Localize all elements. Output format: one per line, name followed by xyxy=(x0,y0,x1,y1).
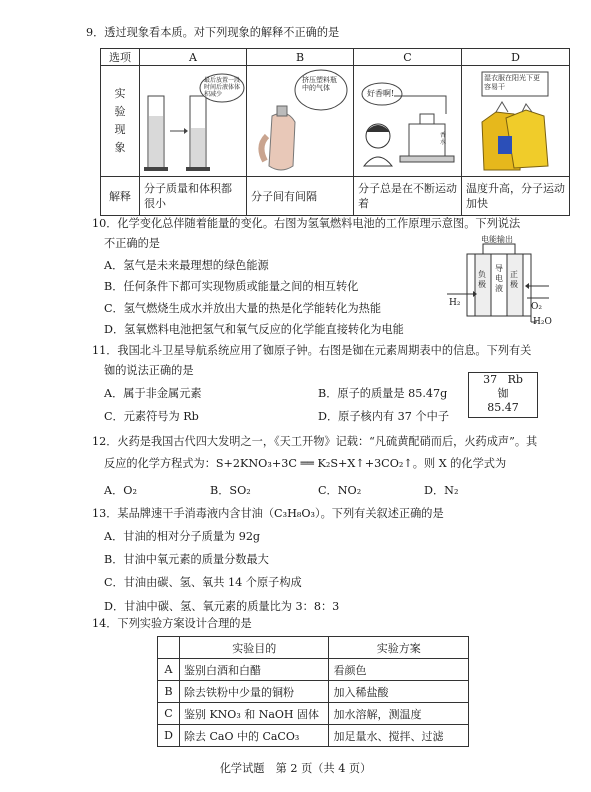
q14-row-d-purpose: 除去 CaO 中的 CaCO₃ xyxy=(179,725,329,747)
q11-option-a: A．属于非金属元素 xyxy=(104,387,202,400)
fuel-cell-positive-label: 正极 xyxy=(510,270,518,289)
fuel-cell-electrolyte-label: 导电液 xyxy=(495,264,503,293)
q10-option-c: C．氢气燃烧生成水并放出大量的热是化学能转化为热能 xyxy=(104,302,382,315)
q10-stem-line2: 不正确的是 xyxy=(104,237,160,250)
q9-image-a xyxy=(140,66,247,177)
q9-row-label-phenomenon: 实验现象 xyxy=(101,66,140,177)
q11-stem-line1: 11．我国北斗卫星导航系统应用了铷原子钟。右图是铷在元素周期表中的信息。下列有关 xyxy=(92,344,532,357)
fuel-cell-h2o-label: H₂O xyxy=(533,317,552,327)
q14-table xyxy=(157,636,469,747)
q9-explanation-d: 温度升高，分子运动加快 xyxy=(462,177,570,216)
q9-explanation-a: 分子质量和体积都很小 xyxy=(140,177,247,216)
q14-row-a-letter: A xyxy=(158,659,180,681)
fuel-cell-o2-label: O₂ xyxy=(531,302,542,312)
fuel-cell-negative-label: 负极 xyxy=(478,270,486,289)
q12-option-b: B．SO₂ xyxy=(210,484,251,497)
q10-option-a: A．氢气是未来最理想的绿色能源 xyxy=(104,259,269,272)
q12-option-a: A．O₂ xyxy=(104,484,137,497)
q11-option-c: C．元素符号为 Rb xyxy=(104,410,199,423)
q10-option-d: D．氢氧燃料电池把氢气和氧气反应的化学能直接转化为电能 xyxy=(104,323,404,336)
q14-row-b-plan: 加入稀盐酸 xyxy=(329,681,469,703)
q9-b-bubble-text: 挤压塑料瓶中的气体 xyxy=(302,76,337,92)
q13-option-a: A．甘油的相对分子质量为 92g xyxy=(104,530,261,543)
q10-option-b: B．任何条件下都可实现物质或能量之间的相互转化 xyxy=(104,280,359,293)
q13-option-d: D．甘油中碳、氢、氧元素的质量比为 3：8：3 xyxy=(104,600,340,613)
q14-header-blank xyxy=(158,637,180,659)
element-mass: 85.47 xyxy=(487,401,519,414)
q9-header-b: B xyxy=(247,49,354,66)
q11-stem-line2: 铷的说法正确的是 xyxy=(104,364,194,377)
q9-image-c xyxy=(354,66,462,177)
q12-option-d: D．N₂ xyxy=(424,484,459,497)
q9-stem: 9．透过现象看本质。对下列现象的解释不正确的是 xyxy=(86,26,340,39)
q9-c-perfume-label: 香水 xyxy=(440,132,447,146)
q9-row-label-explanation: 解释 xyxy=(101,177,140,216)
q13-stem: 13．某品牌速干手消毒液内含甘油（C₃H₈O₃）。下列有关叙述正确的是 xyxy=(92,507,444,520)
q13-option-c: C．甘油由碳、氢、氧共 14 个原子构成 xyxy=(104,576,302,589)
q12-stem-line2: 反应的化学方程式为：S+2KNO₃+3C ══ K₂S+X↑+3CO₂↑。则 X 的化学式为 xyxy=(104,457,507,470)
q9-header-d: D xyxy=(462,49,570,66)
q9-explanation-c: 分子总是在不断运动着 xyxy=(354,177,462,216)
smelling-perfume-illustration xyxy=(354,66,461,176)
fuel-cell-h2-label: H₂ xyxy=(449,298,461,308)
q14-stem: 14．下列实验方案设计合理的是 xyxy=(92,617,252,630)
q9-header-a: A xyxy=(140,49,247,66)
fuel-cell-diagram xyxy=(445,234,555,334)
q12-option-c: C．NO₂ xyxy=(318,484,362,497)
element-name: 铷 xyxy=(497,387,509,400)
q14-header-purpose: 实验目的 xyxy=(179,637,329,659)
q9-image-d xyxy=(462,66,570,177)
q14-row-c-letter: C xyxy=(158,703,180,725)
q11-option-d: D．原子核内有 37 个中子 xyxy=(318,410,450,423)
q12-stem-line1: 12．火药是我国古代四大发明之一，《天工开物》记载：“凡硫黄配硝而后，火药成声”。其 xyxy=(92,435,538,448)
element-number: 37 xyxy=(483,373,498,386)
q14-row-c-purpose: 鉴别 KNO₃ 和 NaOH 固体 xyxy=(179,703,329,725)
q9-d-bubble-text: 湿衣服在阳光下更容易干 xyxy=(484,74,540,91)
q11-option-b: B．原子的质量是 85.47g xyxy=(318,387,448,400)
q14-row-b-letter: B xyxy=(158,681,180,703)
rubidium-element-card xyxy=(468,372,538,418)
q9-a-bubble-text: 最后放置一段时间后液体体积减少 xyxy=(204,77,241,98)
q14-row-c-plan: 加水溶解，测温度 xyxy=(329,703,469,725)
q9-c-bubble-text: 好香啊! xyxy=(367,89,395,98)
fuel-cell-power-output-label: 电能输出 xyxy=(481,235,513,244)
element-symbol: Rb xyxy=(507,373,523,386)
q14-row-d-plan: 加足量水、搅拌、过滤 xyxy=(329,725,469,747)
q14-row-a-plan: 看颜色 xyxy=(329,659,469,681)
q14-row-d-letter: D xyxy=(158,725,180,747)
q9-table xyxy=(100,48,570,216)
q9-header-option: 选项 xyxy=(101,49,140,66)
q14-header-plan: 实验方案 xyxy=(329,637,469,659)
q9-explanation-b: 分子间有间隔 xyxy=(247,177,354,216)
q14-row-b-purpose: 除去铁粉中少量的铜粉 xyxy=(179,681,329,703)
page-footer: 化学试题 第 2 页（共 4 页） xyxy=(219,762,372,775)
q10-stem-line1: 10．化学变化总伴随着能量的变化。右图为氢氧燃料电池的工作原理示意图。下列说法 xyxy=(92,217,521,230)
q9-header-c: C xyxy=(354,49,462,66)
q9-image-b xyxy=(247,66,354,177)
q13-option-b: B．甘油中氧元素的质量分数最大 xyxy=(104,553,269,566)
q14-row-a-purpose: 鉴别白酒和白醋 xyxy=(179,659,329,681)
